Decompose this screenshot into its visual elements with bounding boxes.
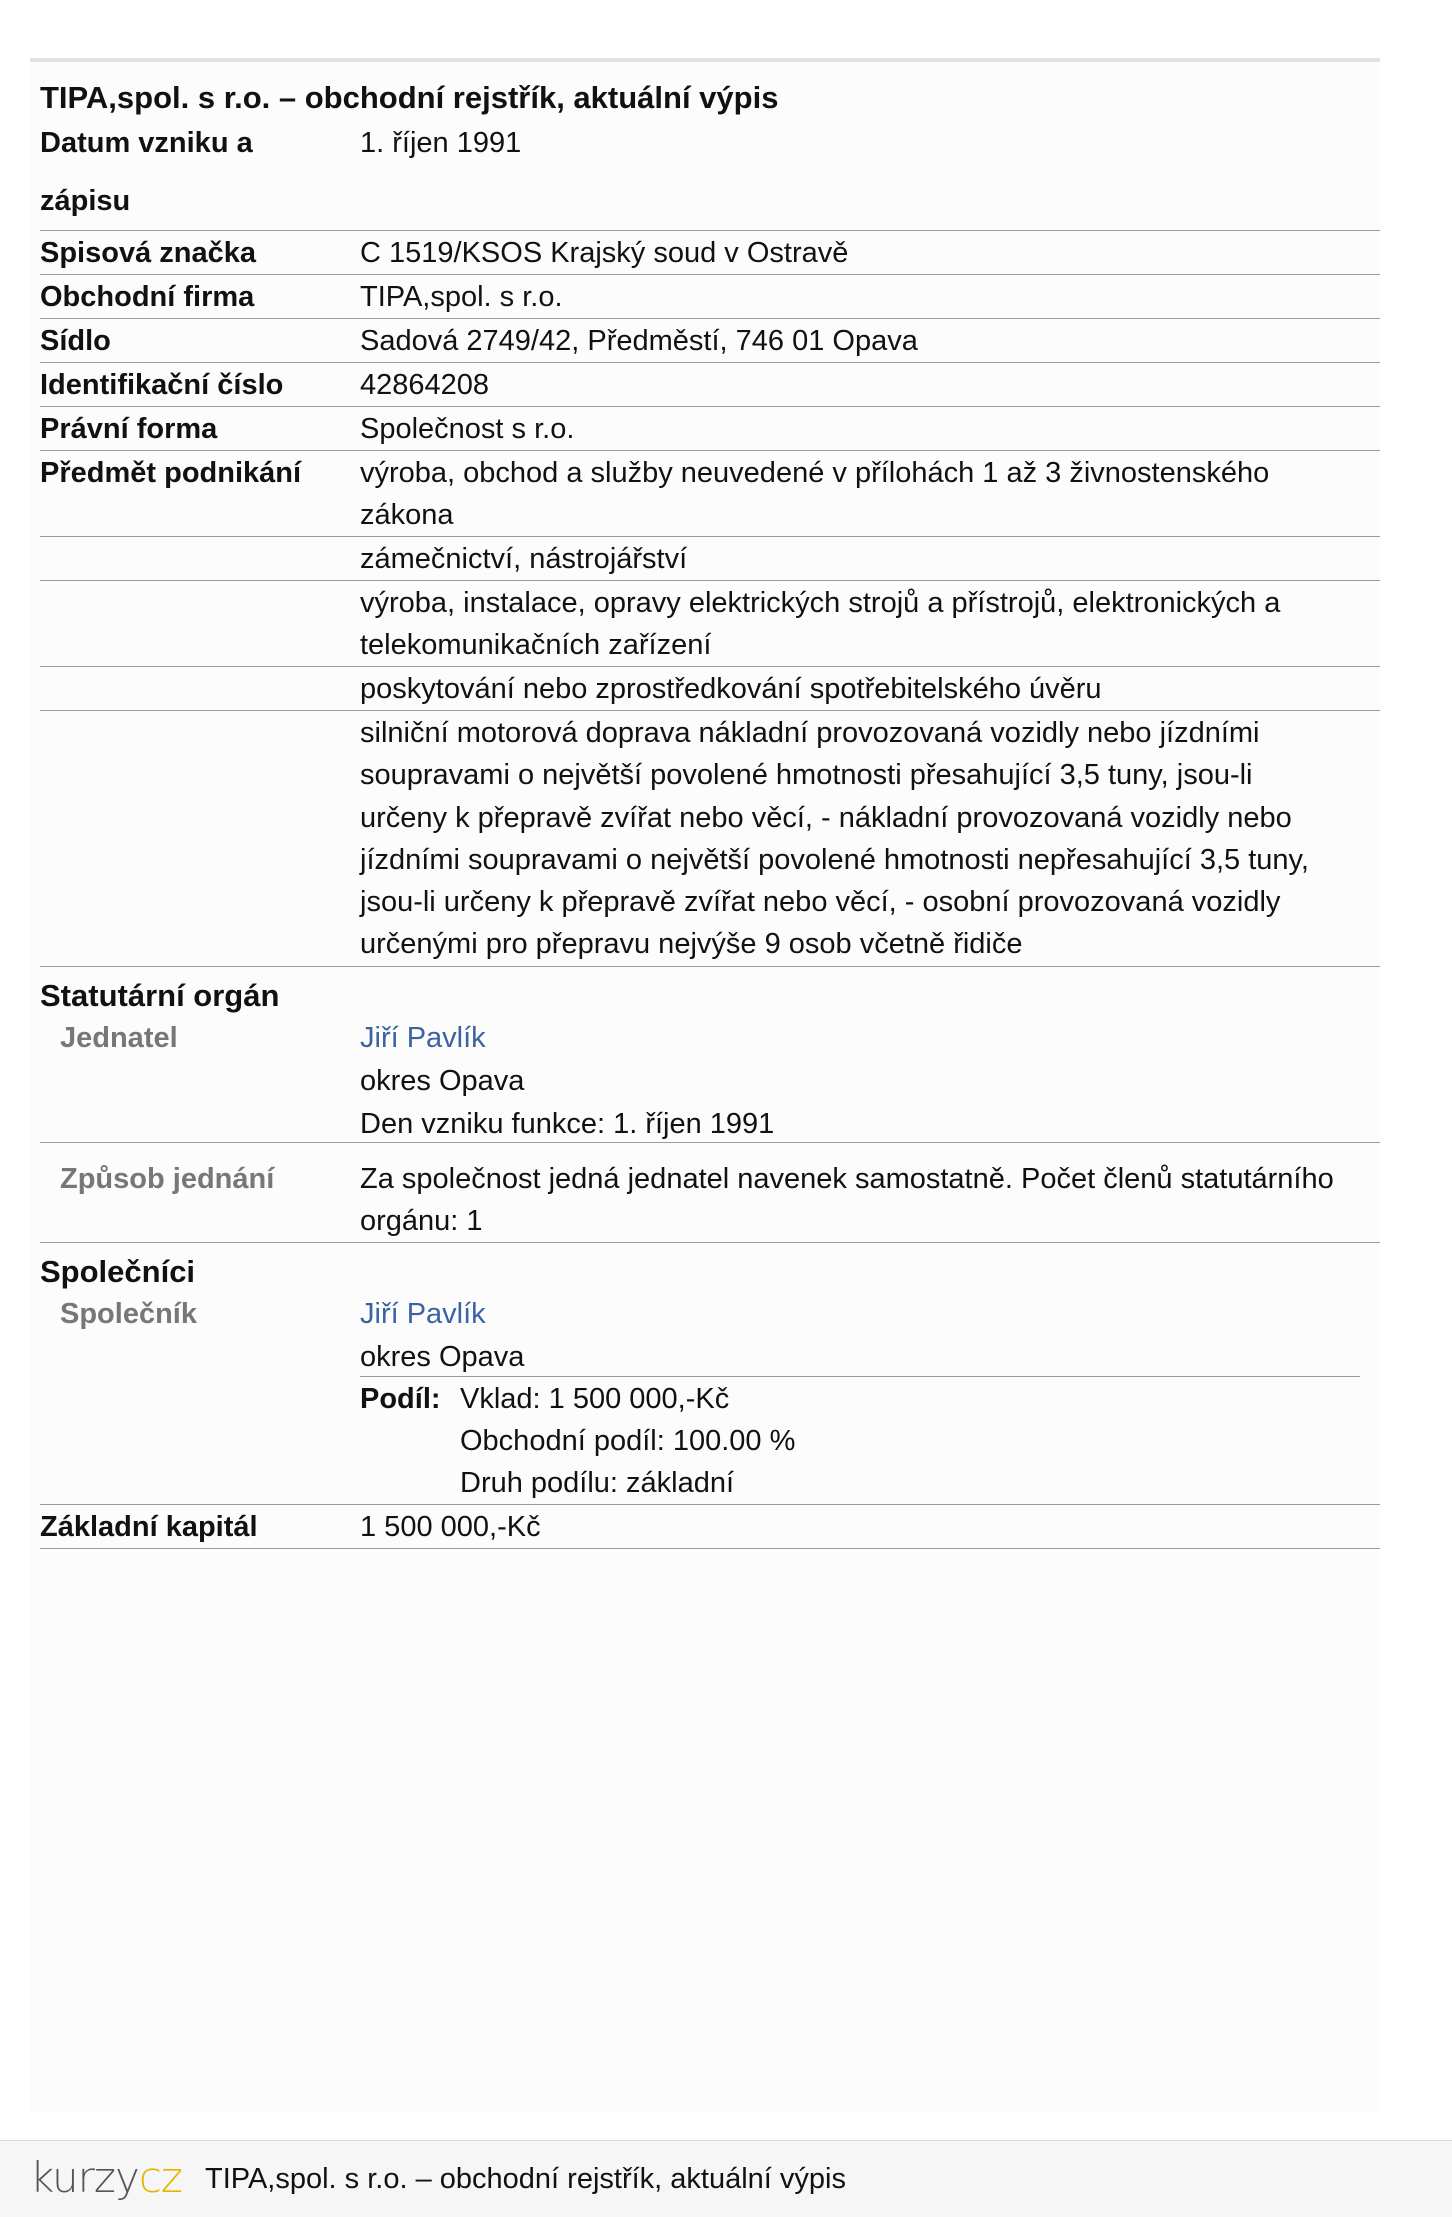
row-label: Předmět podnikání	[40, 457, 302, 489]
predmet-line: zákona	[360, 499, 454, 531]
predmet-line: určenými pro přepravu nejvýše 9 osob včetně řidiče	[360, 928, 1023, 961]
predmet-item: poskytování nebo zprostředkování spotřebitelského úvěru	[360, 673, 1102, 705]
podil-label: Podíl:	[360, 1383, 441, 1415]
row-zpusob-jednani	[40, 1144, 1380, 1243]
share-divider	[360, 1376, 1360, 1377]
row-label: Spisová značka	[40, 237, 256, 269]
jednatel-okres: okres Opava	[360, 1065, 525, 1097]
row-predmet-item	[40, 668, 1380, 711]
jednatel-name-link[interactable]: Jiří Pavlík	[360, 1022, 486, 1054]
label-line: Datum vzniku a	[40, 127, 253, 159]
zpusob-line: Za společnost jedná jednatel navenek samostatně. Počet členů statutárního	[360, 1163, 1334, 1195]
row-spisova-znacka	[40, 232, 1380, 275]
predmet-item	[360, 712, 1370, 966]
row-predmet-item	[40, 538, 1380, 581]
predmet-line: silniční motorová doprava nákladní provozovaná vozidly nebo jízdními	[360, 717, 1260, 749]
row-sublabel: Způsob jednání	[60, 1163, 275, 1195]
footer-bar	[0, 2140, 1452, 2217]
row-label: Základní kapitál	[40, 1511, 258, 1543]
row-pravni-forma	[40, 408, 1380, 451]
zpusob-jednani-text	[360, 1158, 1370, 1242]
predmet-item	[360, 582, 1370, 666]
predmet-line: jízdními soupravami o největší povolené hmotnosti nepřesahující 3,5 tuny,	[360, 843, 1309, 876]
predmet-line: výroba, instalace, opravy elektrických strojů a přístrojů, elektronických a	[360, 587, 1281, 619]
podil-vklad: Vklad: 1 500 000,-Kč	[460, 1383, 730, 1415]
row-value: 42864208	[360, 369, 490, 401]
register-extract	[30, 58, 1380, 2112]
label-line: zápisu	[40, 185, 131, 217]
predmet-line: soupravami o největší povolené hmotnosti přesahující 3,5 tuny, jsou-li	[360, 759, 1253, 792]
row-sublabel: Jednatel	[60, 1022, 178, 1054]
footer-title: TIPA,spol. s r.o. – obchodní rejstřík, aktuální výpis	[205, 2163, 846, 2195]
row-predmet-podnikani	[40, 452, 1380, 537]
spolecnik-info	[360, 1294, 1370, 1378]
row-value: 1 500 000,-Kč	[360, 1511, 541, 1543]
logo-part-kurzy: kurzy	[30, 2153, 139, 2202]
row-value: TIPA,spol. s r.o.	[360, 281, 563, 313]
row-spolecnik	[40, 1294, 1380, 1505]
row-value: Sadová 2749/42, Předměstí, 746 01 Opava	[360, 325, 918, 357]
kurzycz-logo[interactable]	[30, 2153, 182, 2203]
row-sublabel: Společník	[60, 1298, 197, 1330]
row-identifikacni-cislo	[40, 364, 1380, 407]
podil-obchodni: Obchodní podíl: 100.00 %	[460, 1425, 796, 1457]
row-datum-vzniku	[40, 114, 1380, 231]
row-zakladni-kapital	[40, 1506, 1380, 1549]
row-jednatel	[40, 1018, 1380, 1143]
row-label: Obchodní firma	[40, 281, 255, 313]
podil-values	[460, 1378, 795, 1504]
predmet-item	[360, 452, 1370, 536]
predmet-line: jsou-li určeny k přepravě zvířat nebo věcí, - osobní provozovaná vozidly	[360, 886, 1281, 919]
podil-druh: Druh podílu: základní	[460, 1467, 735, 1499]
row-label: Právní forma	[40, 413, 218, 445]
spolecnik-name-link[interactable]: Jiří Pavlík	[360, 1298, 486, 1330]
section-heading-statutarni: Statutární orgán	[40, 978, 280, 1013]
row-label	[40, 114, 350, 230]
logo-part-cz: cz	[138, 2153, 182, 2202]
row-value: Společnost s r.o.	[360, 413, 575, 445]
row-predmet-item	[40, 712, 1380, 967]
zpusob-line: orgánu: 1	[360, 1205, 483, 1237]
row-value: 1. říjen 1991	[360, 127, 522, 159]
row-sidlo	[40, 320, 1380, 363]
predmet-line: telekomunikačních zařízení	[360, 629, 712, 661]
predmet-line: určeny k přepravě zvířat nebo věcí, - nákladní provozovaná vozidly nebo	[360, 801, 1292, 834]
jednatel-info	[360, 1018, 1370, 1142]
predmet-line: výroba, obchod a služby neuvedené v přílohách 1 až 3 živnostenského	[360, 457, 1270, 489]
spolecnik-okres: okres Opava	[360, 1341, 525, 1373]
row-value: C 1519/KSOS Krajský soud v Ostravě	[360, 237, 849, 269]
page-title: TIPA,spol. s r.o. – obchodní rejstřík, aktuální výpis	[40, 80, 779, 115]
jednatel-den-vzniku: Den vzniku funkce: 1. říjen 1991	[360, 1108, 775, 1140]
row-label: Identifikační číslo	[40, 369, 284, 401]
predmet-item: zámečnictví, nástrojářství	[360, 543, 688, 575]
row-obchodni-firma	[40, 276, 1380, 319]
row-predmet-item	[40, 582, 1380, 667]
row-label: Sídlo	[40, 325, 111, 357]
section-heading-spolecnici: Společníci	[40, 1254, 196, 1289]
